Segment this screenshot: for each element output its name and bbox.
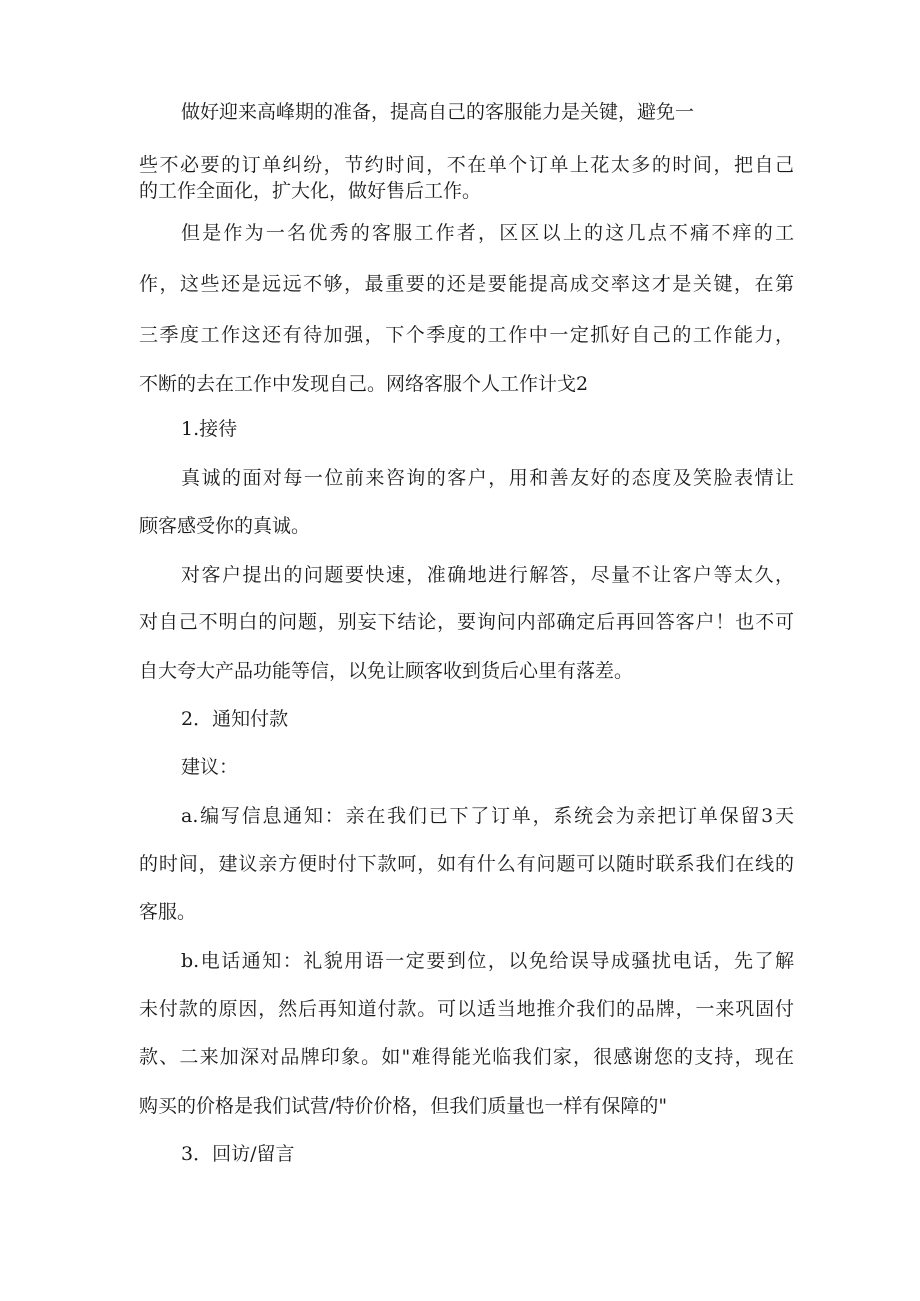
- text-line: 不断的去在工作中发现自己。网络客服个人工作计戈2: [139, 373, 589, 395]
- text-line: 对客户提出的问题要快速，准确地进行解答，尽量不让客户等太久，: [181, 564, 794, 586]
- section-heading: 3．回访/留言: [181, 1143, 295, 1165]
- text-line: 款、二来加深对品牌印象。如"难得能光临我们家，很感谢您的支持，现在: [139, 1046, 794, 1068]
- text-line: b.电话通知：礼貌用语一定要到位，以免给误导成骚扰电话，先了解: [181, 950, 794, 972]
- text-line: 购买的价格是我们试营/特价价格，但我们质量也一样有保障的": [139, 1095, 668, 1117]
- text-line: 的工作全面化，扩大化，做好售后工作。: [139, 180, 482, 202]
- section-heading: 1.接待: [181, 418, 238, 440]
- text-line: 真诚的面对每一位前来咨询的客户，用和善友好的态度及笑脸表情让: [181, 467, 794, 489]
- text-line: 但是作为一名优秀的客服工作者，区区以上的这几点不痛不痒的工: [181, 222, 794, 244]
- text-line: 作，这些还是远远不够，最重要的还是要能提高成交率这才是关键，在第: [139, 273, 794, 295]
- text-line: 客服。: [139, 901, 197, 923]
- text-line: 三季度工作这还有待加强，下个季度的工作中一定抓好自己的工作能力，: [139, 324, 794, 346]
- text-line: 些不必要的订单纠纷，节约时间，不在单个订单上花太多的时间，把自己: [139, 154, 794, 176]
- text-line: 做好迎来高峰期的准备，提高自己的客服能力是关键，避免一: [181, 101, 695, 123]
- section-heading: 2．通知付款: [181, 708, 289, 730]
- text-line: 未付款的原因，然后再知道付款。可以适当地推介我们的品牌，一来巩固付: [139, 998, 794, 1020]
- text-line: 顾客感受你的真诚。: [139, 515, 311, 537]
- text-line: 的时间，建议亲方便时付下款呵，如有什么有问题可以随时联系我们在线的: [139, 853, 794, 875]
- text-line: a.编写信息通知：亲在我们已下了订单，系统会为亲把订单保留3天: [181, 805, 794, 827]
- text-line: 对自己不明白的问题，别妄下结论，要询问内部确定后再回答客户！也不可: [139, 611, 794, 633]
- text-line: 自大夸大产品功能等信，以免让顾客收到货后心里有落差。: [139, 660, 634, 682]
- text-line: 建议：: [181, 756, 239, 778]
